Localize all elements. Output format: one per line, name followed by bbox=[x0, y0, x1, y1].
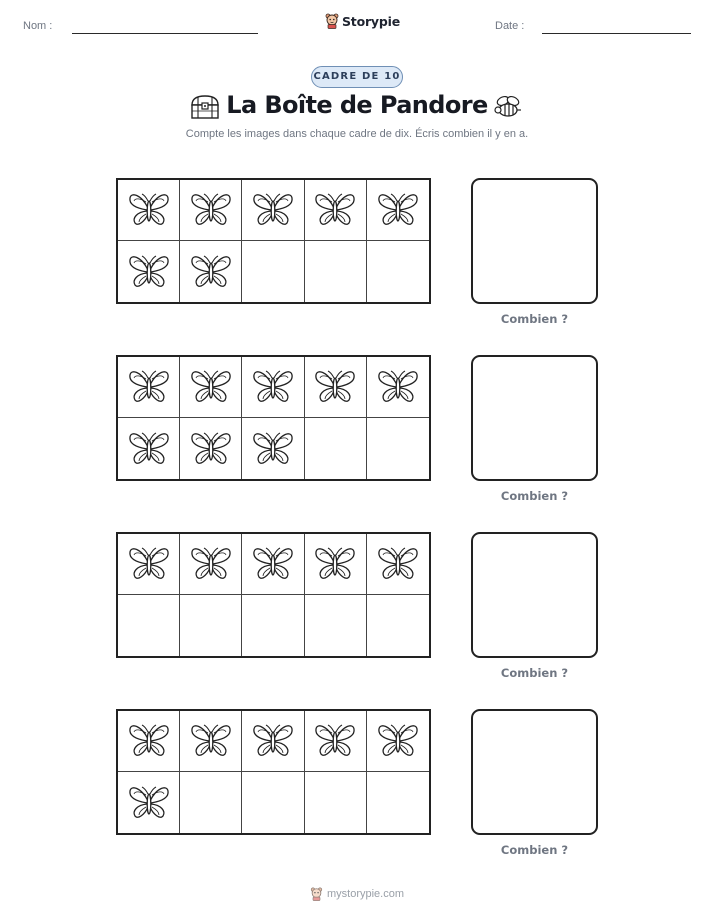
frame-cell bbox=[118, 418, 180, 479]
frame-cell bbox=[118, 180, 180, 241]
brand-name: Storypie bbox=[342, 13, 400, 29]
butterfly-icon bbox=[127, 721, 171, 761]
frame-cell bbox=[305, 357, 367, 418]
date-label: Date : bbox=[495, 20, 525, 32]
ten-frame-4 bbox=[116, 709, 431, 835]
name-label: Nom : bbox=[23, 20, 53, 32]
frame-cell bbox=[180, 241, 242, 302]
frame-cell bbox=[305, 180, 367, 241]
frame-cell bbox=[242, 711, 304, 772]
butterfly-icon bbox=[189, 721, 233, 761]
frame-cell bbox=[118, 534, 180, 595]
frame-cell bbox=[242, 772, 304, 833]
frame-cell bbox=[242, 180, 304, 241]
frame-cell bbox=[180, 772, 242, 833]
butterfly-icon bbox=[251, 367, 295, 407]
brand-logo bbox=[325, 13, 400, 29]
butterfly-icon bbox=[313, 544, 357, 584]
butterfly-icon bbox=[251, 544, 295, 584]
footer-url: mystorypie.com bbox=[326, 888, 405, 900]
frame-cell bbox=[118, 711, 180, 772]
frame-cell bbox=[367, 534, 429, 595]
frame-cell bbox=[367, 772, 429, 833]
butterfly-icon bbox=[127, 429, 171, 469]
answer-label-1: Combien ? bbox=[500, 312, 569, 326]
frame-cell bbox=[242, 418, 304, 479]
frame-cell bbox=[242, 534, 304, 595]
butterfly-icon bbox=[313, 190, 357, 230]
frame-cell bbox=[118, 772, 180, 833]
butterfly-icon bbox=[313, 367, 357, 407]
frame-cell bbox=[118, 241, 180, 302]
answer-box-3[interactable] bbox=[471, 532, 598, 658]
frame-cell bbox=[242, 595, 304, 656]
frame-cell bbox=[242, 241, 304, 302]
butterfly-icon bbox=[376, 544, 420, 584]
frame-cell bbox=[180, 595, 242, 656]
butterfly-icon bbox=[251, 721, 295, 761]
frame-cell bbox=[305, 595, 367, 656]
answer-box-4[interactable] bbox=[471, 709, 598, 835]
answer-box-1[interactable] bbox=[471, 178, 598, 304]
butterfly-icon bbox=[376, 721, 420, 761]
frame-cell bbox=[367, 711, 429, 772]
frame-cell bbox=[367, 241, 429, 302]
frame-cell bbox=[305, 711, 367, 772]
butterfly-icon bbox=[251, 190, 295, 230]
butterfly-icon bbox=[127, 190, 171, 230]
frame-cell bbox=[180, 534, 242, 595]
ten-frame-2 bbox=[116, 355, 431, 481]
ten-frame-3 bbox=[116, 532, 431, 658]
butterfly-icon bbox=[189, 252, 233, 292]
frame-cell bbox=[180, 711, 242, 772]
butterfly-icon bbox=[189, 429, 233, 469]
frame-cell bbox=[367, 357, 429, 418]
answer-label-3: Combien ? bbox=[500, 666, 569, 680]
frame-cell bbox=[367, 418, 429, 479]
butterfly-icon bbox=[127, 544, 171, 584]
frame-cell bbox=[180, 418, 242, 479]
date-field[interactable] bbox=[542, 33, 691, 34]
butterfly-icon bbox=[376, 367, 420, 407]
frame-cell bbox=[180, 180, 242, 241]
bee-icon bbox=[492, 93, 524, 121]
frame-cell bbox=[305, 534, 367, 595]
instructions: Compte les images dans chaque cadre de dix. Écris combien il y en a. bbox=[185, 128, 529, 140]
frame-cell bbox=[242, 357, 304, 418]
name-field[interactable] bbox=[72, 33, 258, 34]
worksheet-type-badge: CADRE DE 10 bbox=[311, 66, 403, 88]
storypie-mascot-icon bbox=[325, 13, 339, 29]
frame-cell bbox=[305, 241, 367, 302]
storypie-mascot-icon bbox=[310, 887, 323, 901]
answer-label-4: Combien ? bbox=[500, 843, 569, 857]
butterfly-icon bbox=[376, 190, 420, 230]
frame-cell bbox=[367, 595, 429, 656]
frame-cell bbox=[180, 357, 242, 418]
frame-cell bbox=[118, 357, 180, 418]
butterfly-icon bbox=[127, 367, 171, 407]
frame-cell bbox=[305, 418, 367, 479]
page-title: La Boîte de Pandore bbox=[226, 91, 488, 119]
footer bbox=[0, 887, 714, 901]
frame-cell bbox=[305, 772, 367, 833]
frame-cell bbox=[118, 595, 180, 656]
ten-frame-1 bbox=[116, 178, 431, 304]
butterfly-icon bbox=[189, 544, 233, 584]
answer-label-2: Combien ? bbox=[500, 489, 569, 503]
butterfly-icon bbox=[313, 721, 357, 761]
butterfly-icon bbox=[251, 429, 295, 469]
butterfly-icon bbox=[189, 190, 233, 230]
answer-box-2[interactable] bbox=[471, 355, 598, 481]
butterfly-icon bbox=[127, 783, 171, 823]
frame-cell bbox=[367, 180, 429, 241]
butterfly-icon bbox=[189, 367, 233, 407]
butterfly-icon bbox=[127, 252, 171, 292]
